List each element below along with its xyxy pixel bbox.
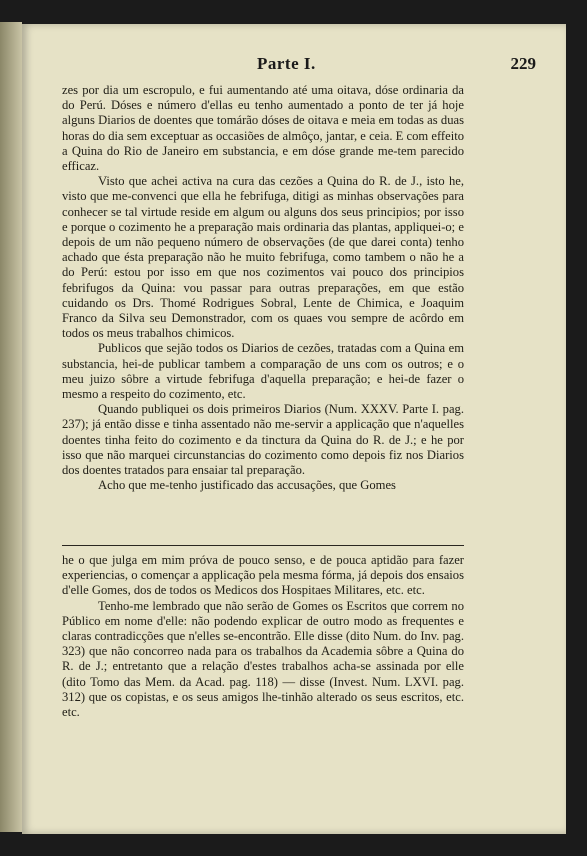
running-title: Parte I. bbox=[257, 54, 316, 73]
book-page bbox=[22, 24, 566, 834]
paragraph: Tenho-me lembrado que não serão de Gomes os Escritos que correm no Público em nome d'elle: não podendo explicar de outro modo as frequentes e claras contradicções que n'elles se-encontrão. Elle disse (dito Num. do Inv. pag. 323) que não concorreo nada para os trabalhos da Academia sôbre a Quina do R. de J.; entretanto que a relação d'estes trabalhos acha-se assinada por elle (dito Tomo das Mem. da Acad. pag. 118) — disse (Invest. Num. LXVI. pag. 312) que os copistas, e os seus amigos lhe-tinhão alterado os seus escritos, etc. etc. bbox=[62, 598, 464, 720]
paragraph: Publicos que sejão todos os Diarios de cezões, tratadas com a Quina em substancia, hei-de publicar tambem a comparação de uns com os outros; e o meu juizo sôbre a virtude febrifuga d'aquella preparação; e hei-de fazer o mesmo a respeito do cozimento, etc. bbox=[62, 341, 464, 402]
paragraph: zes por dia um escropulo, e fui aumentando até uma oitava, dóse ordinaria da do Perú. Dóses e número d'ellas eu tenho aumentado a ponto de ter já hoje alguns Diarios de doentes que tomárão dóses de oitava e meia em todas as duas horas do dia sem exceptuar as occasiões de almôço, jantar, e ceia. E com effeito a Quina do Rio de Janeiro em substancia, e em dóse grande me-tem parecido efficaz. bbox=[62, 83, 464, 174]
horizontal-rule bbox=[62, 545, 464, 546]
lower-text-block bbox=[62, 553, 464, 720]
paragraph: Visto que achei activa na cura das cezões a Quina do R. de J., isto he, visto que me-convenci que ella he febrifuga, ditigi as minhas observações para conhecer se tal virtude reside em algum ou alguns dos seus principios; por isso e porque o cozimento he a preparação mais ordinaria das plantas, appliquei-o; e depois de um não pequeno número de observações (de que darei conta) tenho achado que ésta preparação não he muito febrifuga, como tambem o não he a do Perú: estou por isso em que nos cozimentos vai pouco dos principios febrifugos da Quina: vou passar para outras preparações, em que estão cuidando os Drs. Thomé Rodrigues Sobral, Lente de Chimica, e Joaquim Franco da Silva seu Demonstrador, com os quaes vou sempre de acôrdo em todos os meus trabalhos chimicos. bbox=[62, 174, 464, 341]
page-number: 229 bbox=[510, 54, 536, 73]
upper-text-block bbox=[62, 83, 464, 493]
paragraph: Acho que me-tenho justificado das accusações, que Gomes bbox=[98, 478, 396, 493]
book-binding-edge bbox=[0, 22, 22, 832]
paragraph: he o que julga em mim próva de pouco senso, e de pouca aptidão para fazer experiencias, o començar a applicação pela mesma fórma, já depois dos ensaios d'elle Gomes, dos de todos os Medicos dos Hospitaes Militares, etc. etc. bbox=[62, 553, 464, 598]
page-header bbox=[62, 54, 536, 78]
paragraph: Quando publiquei os dois primeiros Diarios (Num. XXXV. Parte I. pag. 237); já então disse e tinha assentado não me-servir a applicação que n'aquelles doentes tinha feito do cozimento e da tinctura da Quina do R. de J.; e he por isso que não marquei circunstancias do cozimento como depois fiz nos Diarios dos doentes tratados para ensaiar tal preparação. bbox=[62, 402, 464, 478]
